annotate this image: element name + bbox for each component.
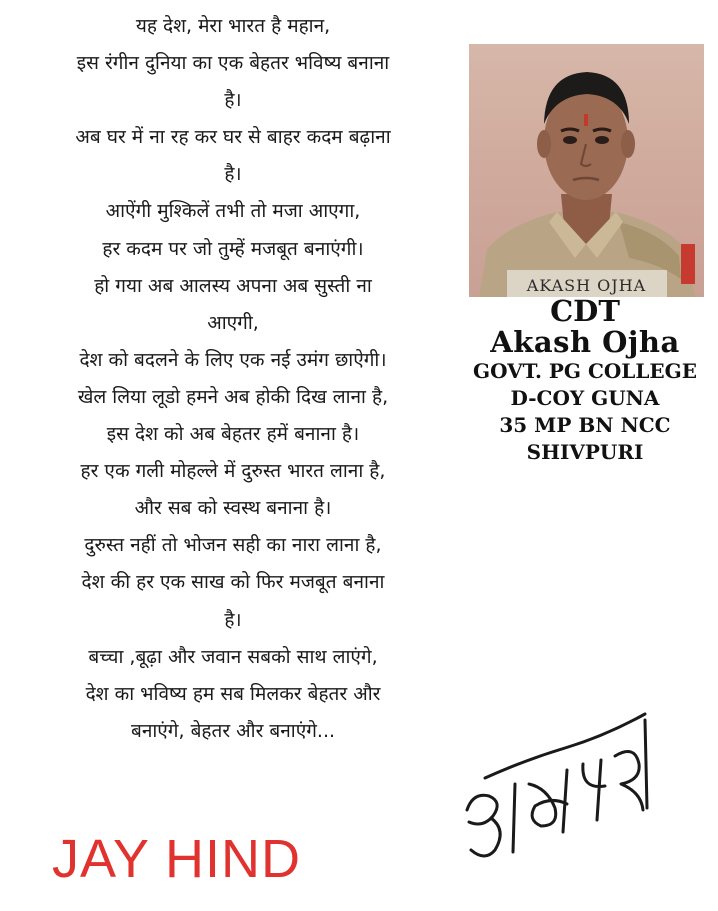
closing-slogan: JAY HIND — [52, 829, 302, 889]
cadet-details — [430, 296, 718, 466]
poem-line: है। — [224, 608, 242, 631]
poem-line: आऐंगी मुश्किलें तभी तो मजा आएगा, — [105, 200, 361, 223]
handwritten-signature — [455, 700, 665, 870]
poem-line: अब घर में ना रह कर घर से बाहर कदम बढ़ाना — [75, 126, 391, 149]
poem-line: है। — [224, 163, 242, 186]
cadet-college: GOVT. PG COLLEGE — [472, 359, 697, 383]
poem-line: है। — [224, 89, 242, 112]
cadet-photo — [469, 44, 704, 297]
poem-line: हर कदम पर जो तुम्हें मजबूत बनाएंगी। — [102, 237, 364, 260]
poem-line: इस रंगीन दुनिया का एक बेहतर भविष्य बनाना — [76, 52, 390, 75]
poem-line: यह देश, मेरा भारत है महान, — [135, 15, 331, 37]
photo-name-tag: AKASH OJHA — [526, 276, 647, 295]
poem-line: हो गया अब आलस्य अपना अब सुस्ती ना — [94, 274, 372, 297]
poem-line: दुरुस्त नहीं तो भोजन सही का नारा लाना है, — [84, 534, 382, 557]
cadet-name: Akash Ojha — [490, 325, 680, 359]
poem-line: देश की हर एक साख को फिर मजबूत बनाना — [81, 571, 385, 594]
portrait-illustration — [469, 44, 704, 297]
cadet-place: SHIVPURI — [526, 440, 644, 464]
cadet-battalion: 35 MP BN NCC — [499, 413, 671, 437]
poem-line: खेल लिया लूडो हमने अब होकी दिख लाना है, — [77, 385, 389, 408]
poem-line: इस देश को अब बेहतर हमें बनाना है। — [106, 423, 360, 446]
poem-line: और सब को स्वस्थ बनाना है। — [134, 497, 332, 520]
cadet-rank: CDT — [550, 294, 620, 328]
poem-line: आएगी, — [207, 311, 259, 334]
poem-line: बच्चा ,बूढ़ा और जवान सबको साथ लाएंगे, — [88, 645, 378, 668]
poem-line: देश को बदलने के लिए एक नई उमंग छाऐगी। — [79, 348, 387, 371]
poem-line: देश का भविष्य हम सब मिलकर बेहतर और — [85, 682, 381, 705]
poem — [8, 8, 458, 750]
poem-line: बनाएंगे, बेहतर और बनाएंगे... — [130, 719, 336, 742]
poem-line: हर एक गली मोहल्ले में दुरुस्त भारत लाना है, — [80, 460, 386, 483]
cadet-company: D-COY GUNA — [510, 386, 660, 410]
